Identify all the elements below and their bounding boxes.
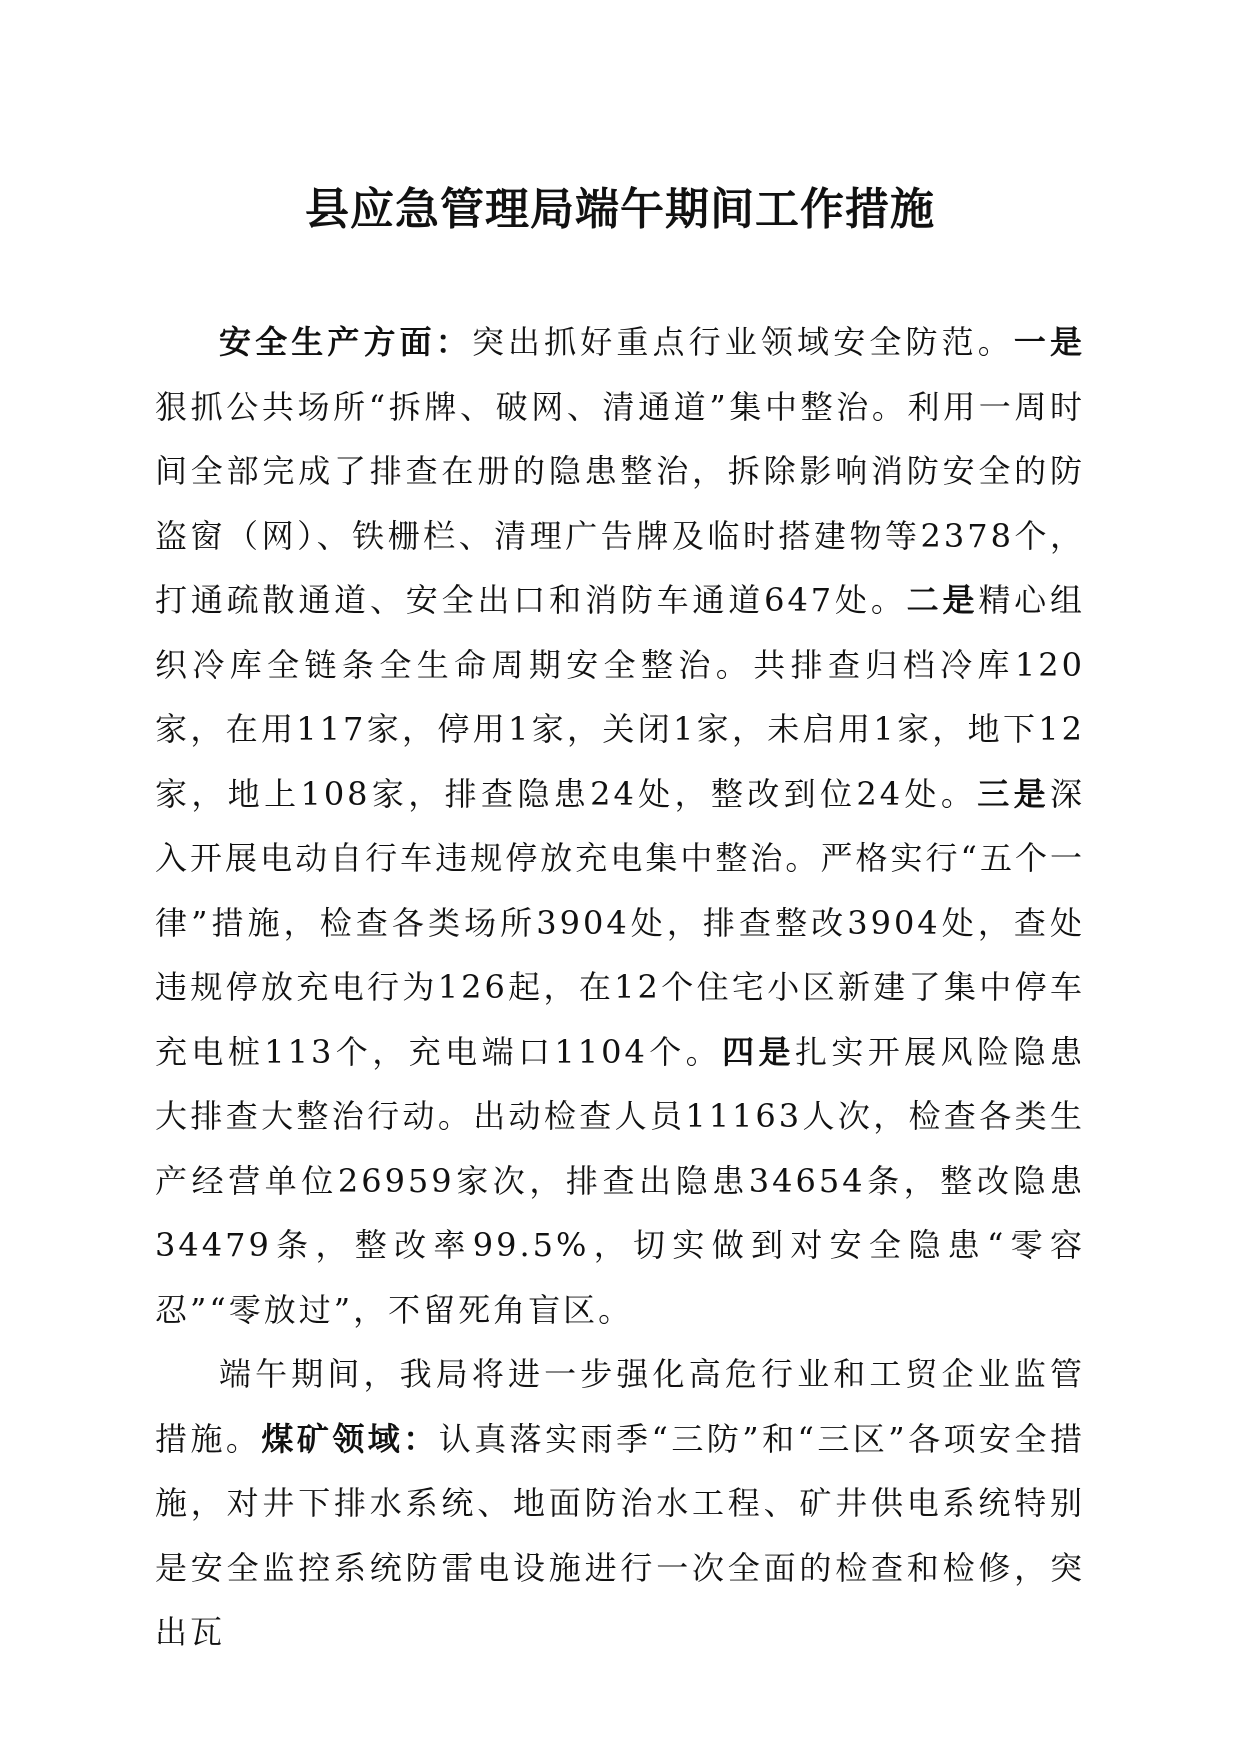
paragraph-text: 突出抓好重点行业领域安全防范。: [471, 323, 1014, 361]
point-one-label: 一是: [1013, 323, 1085, 361]
paragraph-text: 扎实开展风险隐患大排查大整治行动。出动检查人员11163人次，检查各类生产经营单位26959家次，排查出隐患34654条，整改隐患34479条，整改率99.5%，切实做到对安全隐患“零容忍”“零放过”，不留死角盲区。: [155, 1032, 1085, 1329]
paragraph-dragon-boat-measures: [155, 1342, 1085, 1665]
document-title: 县应急管理局端午期间工作措施: [305, 184, 935, 235]
point-three-label: 三是: [977, 774, 1050, 813]
heading-coal-mining: 煤矿领域：: [261, 1419, 439, 1458]
paragraph-text: 深入开展电动自行车违规停放充电集中整治。严格实行“五个一律”措施，检查各类场所3904处，排查整改3904处，查处违规停放充电行为126起，在12个住宅小区新建了集中停车充电桩113个，充电端口1104个。: [155, 774, 1085, 1071]
point-two-label: 二是: [906, 581, 979, 619]
paragraph-text: 精心组织冷库全链条全生命周期安全整治。共排查归档冷库120家，在用117家，停用1家，关闭1家，未启用1家，地下12家，地上108家，排查隐患24处，整改到位24处。: [155, 581, 1085, 813]
heading-safety-production: 安全生产方面：: [219, 323, 472, 361]
document-body: [155, 310, 1085, 1665]
paragraph-text: 认真落实雨季“三防”和“三区”各项安全措施，对井下排水系统、地面防治水工程、矿井供电系统特别是安全监控系统防雷电设施进行一次全面的检查和检修，突出瓦: [155, 1419, 1085, 1651]
point-four-label: 四是: [722, 1032, 795, 1071]
paragraph-safety-production: [155, 310, 1085, 1342]
paragraph-text: 端午期间，我局将进一步强化高危行业和工贸企业监管措施。: [155, 1355, 1085, 1458]
paragraph-text: 狠抓公共场所“拆牌、破网、清通道”集中整治。利用一周时间全部完成了排查在册的隐患整治，拆除影响消防安全的防盗窗（网）、铁栅栏、清理广告牌及临时搭建物等2378个，打通疏散通道、安全出口和消防车通道647处。: [155, 387, 1085, 619]
